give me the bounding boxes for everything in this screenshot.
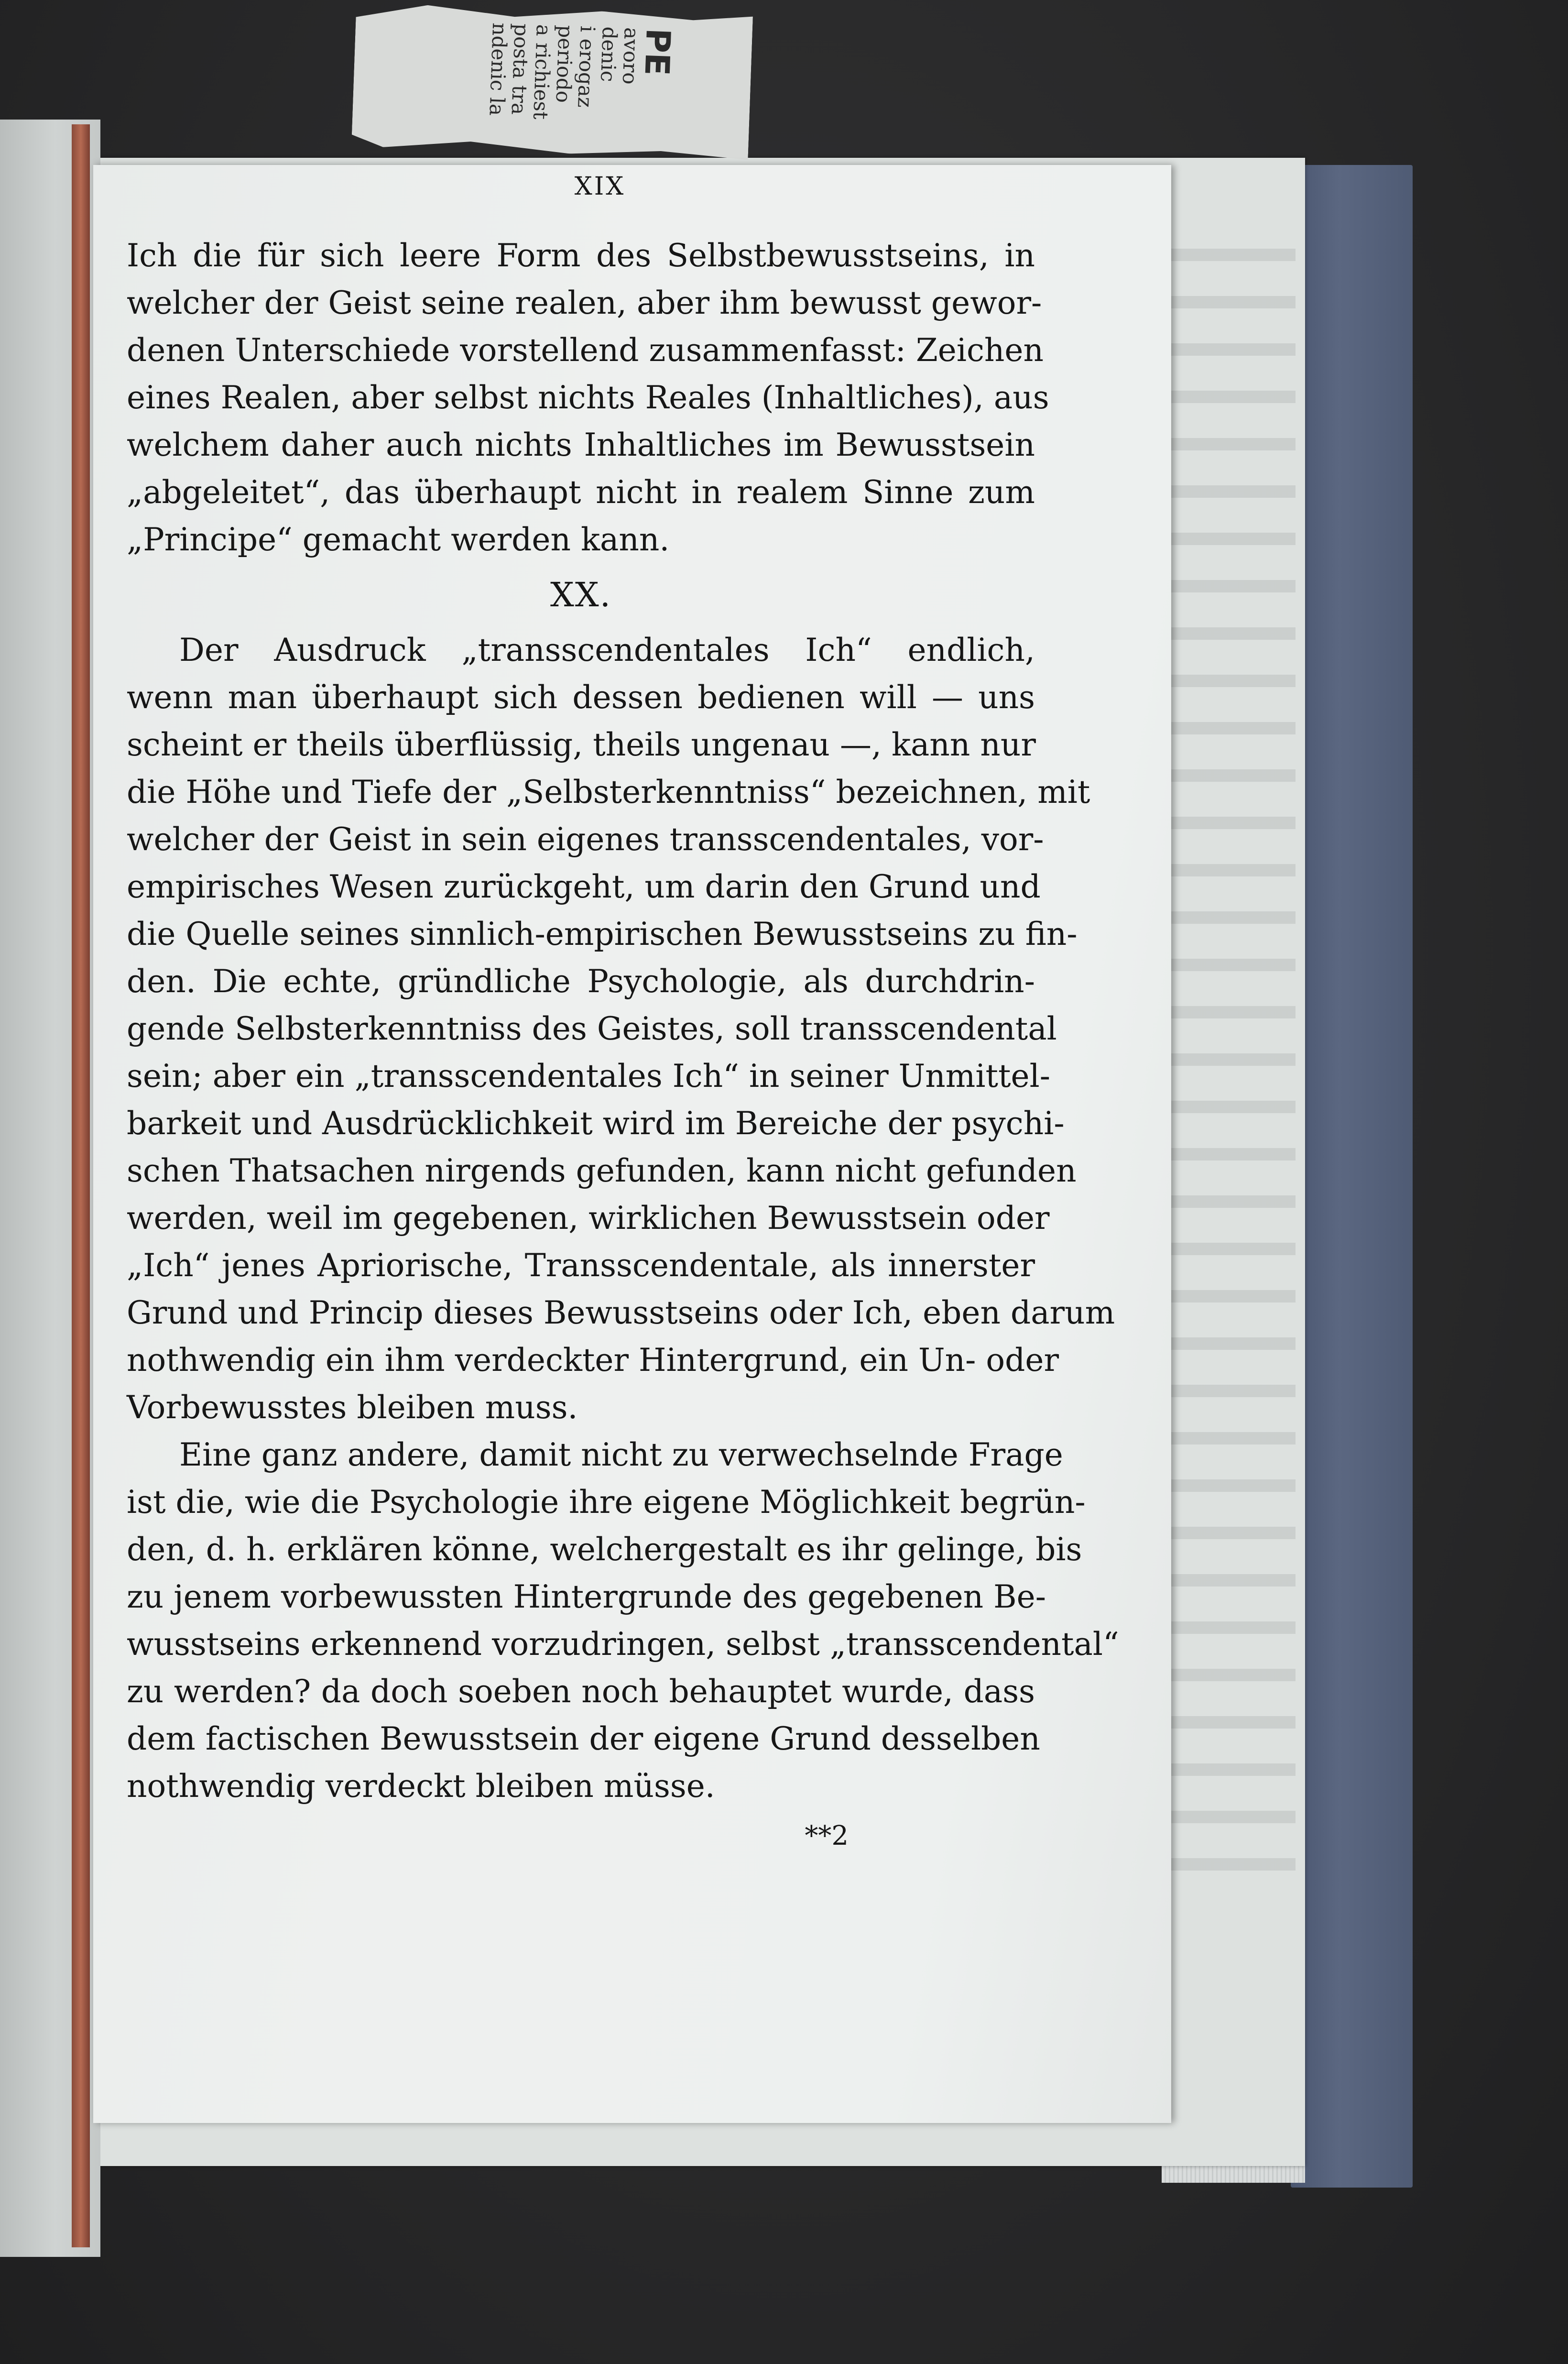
paragraph-line: gende Selbsterkenntniss des Geistes, soll transscendental — [127, 1010, 1057, 1047]
paragraph-line: „Ich“ jenes Apriorische, Transscendentale, als innerster — [127, 1247, 1035, 1284]
text-line: welcher der Geist seine realen, aber ihm bewusst gewor- — [127, 285, 1042, 321]
paragraph-line: die Höhe und Tiefe der „Selbsterkenntniss“ bezeichnen, mit — [127, 774, 1090, 810]
slip-line: denic — [596, 26, 622, 83]
paragraph-line: Vorbewusstes bleiben muss. — [127, 1389, 578, 1426]
book-page — [93, 165, 1171, 2123]
paragraph-line: den. Die echte, gründliche Psychologie, als durchdrin- — [127, 963, 1035, 1000]
slip-line: posta tra — [507, 23, 534, 115]
slip-line: periodo — [551, 24, 578, 103]
paragraph-line: zu jenem vorbewussten Hintergrunde des gegebenen Be- — [127, 1578, 1046, 1615]
slip-line: avoro — [618, 27, 644, 85]
paragraph-line: wusstseins erkennend vorzudringen, selbst „transscendental“ — [127, 1626, 1119, 1663]
text-line: welchem daher auch nichts Inhaltliches im Bewusstsein — [127, 427, 1035, 463]
text-line: Ich die für sich leere Form des Selbstbewusstseins, in — [127, 237, 1035, 274]
paragraph-line: welcher der Geist in sein eigenes transscendentales, vor- — [127, 821, 1044, 858]
paragraph-line: wenn man überhaupt sich dessen bedienen will — uns — [127, 679, 1035, 716]
paragraph-line: barkeit und Ausdrücklichkeit wird im Bereiche der psychi- — [127, 1105, 1065, 1142]
running-head — [127, 165, 1073, 201]
paragraph-line: scheint er theils überflüssig, theils ungenau —, kann nur — [127, 726, 1036, 763]
paragraph-line: die Quelle seines sinnlich-empirischen Bewusstseins zu fin- — [127, 916, 1078, 952]
paragraph-line: Eine ganz andere, damit nicht zu verwechselnde Frage — [179, 1436, 1063, 1473]
text-line: „Principe“ gemacht werden kann. — [127, 521, 670, 558]
book-back-cover — [1291, 165, 1413, 2188]
paragraph-line: werden, weil im gegebenen, wirklichen Bewusstsein oder — [127, 1200, 1050, 1237]
text-line: denen Unterschiede vorstellend zusammenfasst: Zeichen — [127, 332, 1044, 369]
paragraph-line: den, d. h. erklären könne, welchergestalt es ihr gelinge, bis — [127, 1531, 1082, 1568]
paragraph-line: sein; aber ein „transscendentales Ich“ in seiner Unmittel- — [127, 1058, 1051, 1094]
text-block — [127, 232, 1119, 1862]
paragraph-line: ist die, wie die Psychologie ihre eigene Möglichkeit begrün- — [127, 1484, 1086, 1521]
text-line: „abgeleitet“, das überhaupt nicht in realem Sinne zum — [127, 474, 1035, 511]
paragraph-line: nothwendig verdeckt bleiben müsse. — [127, 1768, 715, 1805]
slip-line: i erogaz — [573, 25, 600, 108]
paragraph-line: dem factischen Bewusstsein der eigene Grund desselben — [127, 1720, 1040, 1757]
paragraph-line: schen Thatsachen nirgends gefunden, kann nicht gefunden — [127, 1152, 1077, 1189]
paragraph-line: zu werden? da doch soeben noch behauptet wurde, dass — [127, 1673, 1035, 1710]
signature-mark: **2 — [805, 1820, 849, 1851]
paragraph-line: nothwendig ein ihm verdeckter Hintergrund, ein Un- oder — [127, 1342, 1059, 1379]
paragraph-line: Der Ausdruck „transscendentales Ich“ endlich, — [179, 632, 1035, 668]
section-heading: XX. — [550, 575, 611, 614]
slip-line: a richiest — [529, 23, 556, 120]
slip-line: PE — [637, 27, 678, 77]
bleed-through-text — [1166, 249, 1296, 1898]
paragraph-line: Grund und Princip dieses Bewusstseins oder Ich, eben darum — [127, 1294, 1115, 1331]
slip-line: ndenic la — [485, 22, 512, 116]
paragraph-line: empirisches Wesen zurückgeht, um darin den Grund und — [127, 868, 1041, 905]
left-page-red-edge — [72, 124, 90, 2247]
page-number: XIX — [574, 172, 626, 201]
text-line: eines Realen, aber selbst nichts Reales (Inhaltliches), aus — [127, 379, 1049, 416]
